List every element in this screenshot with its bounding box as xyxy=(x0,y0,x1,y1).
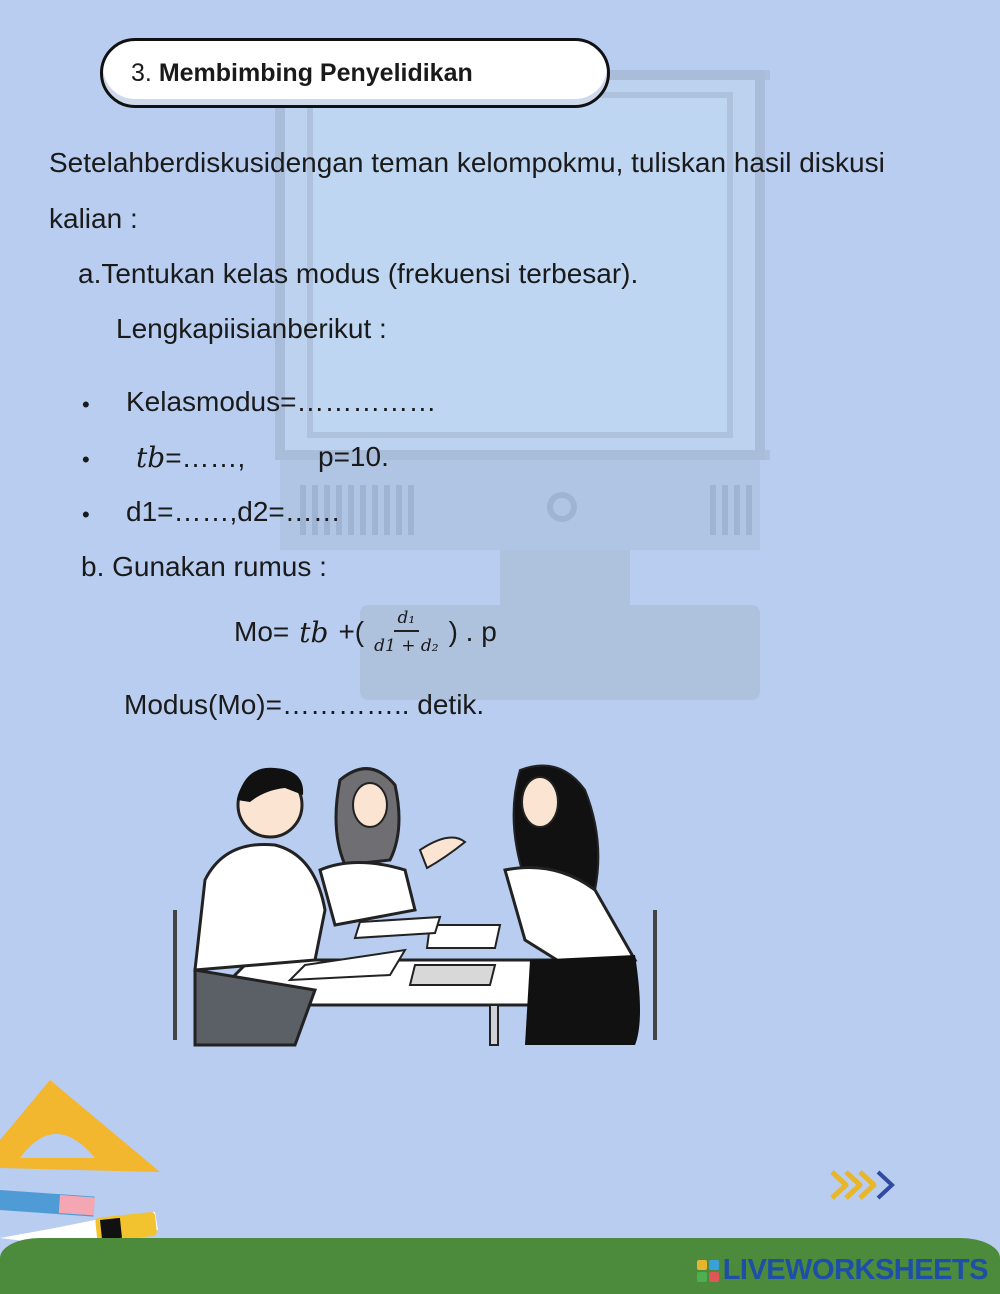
section-number: 3. xyxy=(131,59,152,87)
section-header xyxy=(100,38,610,108)
section-title xyxy=(131,59,473,88)
formula-tb: tb xyxy=(299,615,329,649)
part-a-instruction: Lengkapiisianberikut : xyxy=(116,313,387,344)
bullet-icon: • xyxy=(82,447,90,472)
p-value: p=10. xyxy=(318,441,389,472)
fraction-denominator: d1 + d₂ xyxy=(374,636,439,656)
chevron-arrows-icon xyxy=(828,1168,898,1202)
section-title-text: Membimbing Penyelidikan xyxy=(158,59,473,87)
bullet-icon: • xyxy=(82,502,90,527)
liveworksheets-logo-icon xyxy=(697,1260,719,1282)
protractor-ruler-decoration xyxy=(0,1080,165,1250)
formula-end: ) . p xyxy=(448,616,497,647)
tb-row xyxy=(136,441,245,474)
students-discussion-illustration xyxy=(165,760,665,1050)
brand-text: LIVEWORKSHEETS xyxy=(722,1254,988,1286)
part-b-heading: b. Gunakan rumus : xyxy=(81,551,327,582)
tb-symbol: tb xyxy=(136,441,166,474)
intro-line-1: Setelahberdiskusidengan teman kelompokmu, tuliskan hasil diskusi xyxy=(49,147,885,178)
formula-lhs: Mo= xyxy=(234,616,290,647)
formula-fraction xyxy=(374,608,438,656)
bullet-icon: • xyxy=(82,392,90,417)
modus-formula xyxy=(234,608,497,656)
fraction-numerator: d₁ xyxy=(394,608,420,632)
kelas-modus-field[interactable]: Kelasmodus=…………… xyxy=(126,386,437,417)
part-a-heading: a.Tentukan kelas modus (frekuensi terbesar). xyxy=(78,258,639,289)
formula-plus: +( xyxy=(338,616,365,647)
intro-line-2: kalian : xyxy=(49,203,138,234)
tb-value-field[interactable]: =……, xyxy=(165,442,246,473)
modus-answer-field[interactable]: Modus(Mo)=………….. detik. xyxy=(124,689,485,720)
d-values-field[interactable]: d1=……,d2=…… xyxy=(126,496,341,527)
liveworksheets-brand[interactable] xyxy=(697,1254,988,1287)
